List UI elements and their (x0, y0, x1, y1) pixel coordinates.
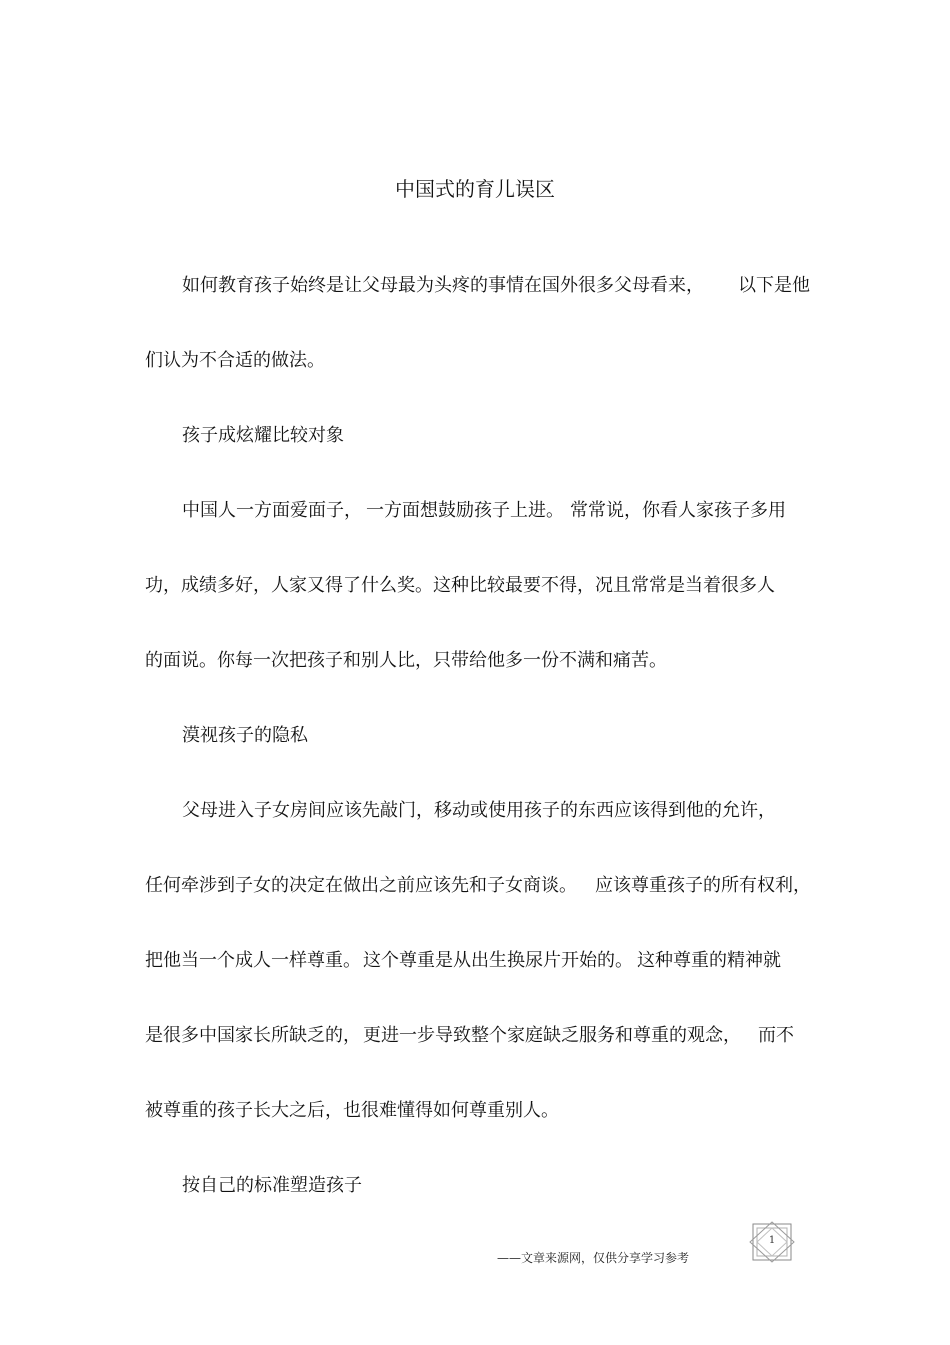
line-segment: 一方面想鼓励孩子上进。 (366, 500, 564, 521)
line-segment: 中国人一方面爱面子， (182, 500, 362, 521)
section-heading-standards (182, 1174, 362, 1198)
line-segment: 们认为不合适的做法。 (145, 350, 325, 371)
body-line-10 (145, 949, 781, 973)
section-heading-privacy (182, 724, 308, 748)
section-heading-comparison (182, 424, 344, 448)
line-segment: 按自己的标准塑造孩子 (182, 1175, 362, 1196)
body-line-6 (145, 649, 667, 673)
body-line-8 (182, 799, 776, 823)
body-line-4 (182, 499, 786, 523)
line-segment: 常常说，你看人家孩子多用 (570, 500, 786, 521)
body-line-2 (145, 349, 325, 373)
line-segment: 把他当一个成人一样尊重。 (145, 950, 361, 971)
body-line-12 (145, 1099, 559, 1123)
line-segment: 如何教育孩子始终是让父母最为头疼的事情在国外很多父母看来， (182, 275, 704, 296)
line-segment: 漠视孩子的隐私 (182, 725, 308, 746)
line-segment: 更进一步导致整个家庭缺乏服务和尊重的观念， (363, 1025, 741, 1046)
line-segment: 孩子成炫耀比较对象 (182, 425, 344, 446)
line-segment: 这种尊重的精神就 (637, 950, 781, 971)
footer-source-text: ——文章来源网，仅供分享学习参考 (497, 1251, 690, 1265)
line-segment: 父母进入子女房间应该先敲门，移动或使用孩子的东西应该得到他的允许， (182, 800, 776, 821)
line-segment: 是很多中国家长所缺乏的， (145, 1025, 361, 1046)
body-line-9 (145, 874, 811, 898)
line-segment: 以下是他 (738, 275, 810, 296)
line-segment: 被尊重的孩子长大之后，也很难懂得如何尊重别人。 (145, 1100, 559, 1121)
body-line-1 (182, 274, 810, 298)
body-line-11 (145, 1024, 794, 1048)
page-title: 中国式的育儿误区 (395, 177, 555, 201)
line-segment: 功，成绩多好，人家又得了什么奖。这种比较最要不得，况且常常是当着很多人 (145, 575, 775, 596)
body-line-5 (145, 574, 775, 598)
line-segment: 而不 (758, 1025, 794, 1046)
line-segment: 任何牵涉到子女的决定在做出之前应该先和子女商谈。 (145, 875, 577, 896)
page-number: 1 (768, 1235, 776, 1246)
line-segment: 应该尊重孩子的所有权利， (595, 875, 811, 896)
line-segment: 这个尊重是从出生换尿片开始的。 (363, 950, 633, 971)
line-segment: 的面说。你每一次把孩子和别人比，只带给他多一份不满和痛苦。 (145, 650, 667, 671)
